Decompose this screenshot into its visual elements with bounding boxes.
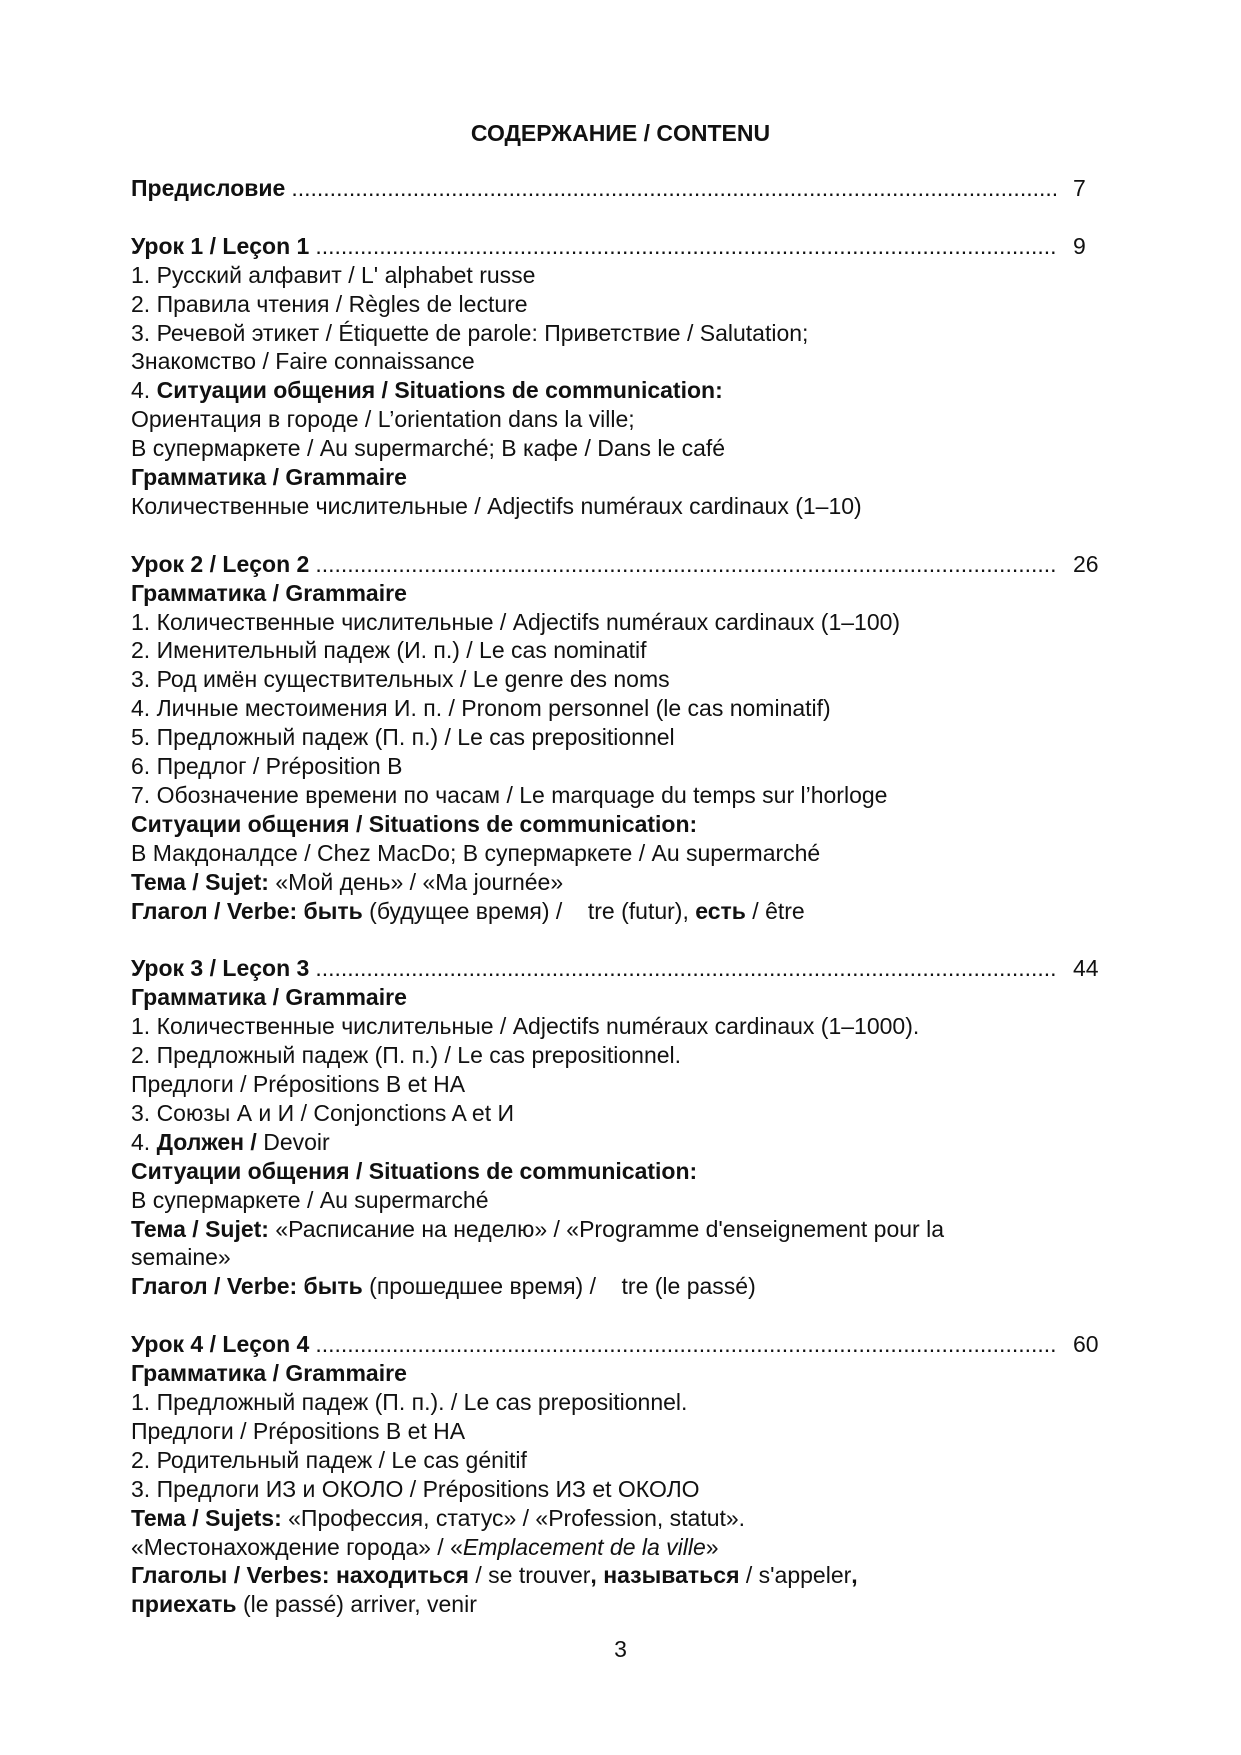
- toc-entry-lesson-4: [131, 1330, 1099, 1359]
- toc-section-heading: Ситуации общения / Situations de communication:: [131, 1157, 698, 1184]
- toc-entry-label: Урок 4 / Leçon 4: [131, 1331, 310, 1358]
- page-title: СОДЕРЖАНИЕ / CONTENU: [470, 120, 771, 146]
- toc-line: 4. Ситуации общения / Situations de communication:: [131, 377, 723, 404]
- dot-leader: [315, 954, 1056, 983]
- toc-line: Тема / Sujet: «Мой день» / «Ma journée»: [131, 868, 564, 895]
- toc-page-number: 44: [1073, 955, 1099, 982]
- toc-entry-preface: [131, 174, 1086, 203]
- toc-entry-label: Предисловие: [131, 175, 286, 201]
- toc-section-heading: Грамматика / Grammaire: [131, 579, 407, 606]
- toc-entry-label: Урок 2 / Leçon 2: [131, 550, 310, 577]
- toc-line: Предлоги / Prépositions В et НА: [131, 1071, 466, 1098]
- toc-line: 7. Обозначение времени по часам / Le marquage du temps sur l’horloge: [131, 782, 888, 808]
- toc-line: В супермаркете / Au supermarché; В кафе / Dans le café: [131, 435, 726, 462]
- toc-line: Количественные числительные / Adjectifs numéraux cardinaux (1–10): [131, 492, 862, 519]
- toc-entry-lesson-2: [131, 550, 1099, 579]
- page-number: 3: [614, 1636, 627, 1662]
- toc-line: Знакомство / Faire connaissance: [131, 348, 475, 375]
- toc-line: 2. Правила чтения / Règles de lecture: [131, 290, 528, 317]
- toc-line: 5. Предложный падеж (П. п.) / Le cas prepositionnel: [131, 724, 675, 751]
- toc-section-heading: Ситуации общения / Situations de communication:: [131, 810, 698, 837]
- toc-entry-label: Урок 3 / Leçon 3: [131, 955, 310, 982]
- toc-line: 3. Род имён существительных / Le genre des noms: [131, 666, 670, 693]
- toc-line: 4. Должен / Devoir: [131, 1128, 330, 1155]
- toc-line: 3. Предлоги ИЗ и ОКОЛО / Prépositions ИЗ et ОКОЛО: [131, 1475, 700, 1502]
- toc-line: В супермаркете / Au supermarché: [131, 1186, 489, 1213]
- toc-line: «Местонахождение города» / «Emplacement de la ville»: [131, 1533, 719, 1560]
- toc-section-heading: Грамматика / Grammaire: [131, 984, 407, 1011]
- toc-line: semaine»: [131, 1244, 231, 1271]
- toc-line: Глагол / Verbe: быть (прошедшее время) / tre (le passé): [131, 1273, 756, 1300]
- toc-page-number: 26: [1073, 550, 1099, 577]
- toc-line: 4. Личные местоимения И. п. / Pronom personnel (le cas nominatif): [131, 695, 831, 722]
- toc-line: 3. Речевой этикет / Étiquette de parole: Приветствие / Salutation;: [131, 319, 809, 346]
- toc-line: В Макдоналдсе / Chez MacDo; В супермаркете / Au supermarché: [131, 839, 821, 866]
- toc-line: Тема / Sujet: «Расписание на неделю» / «Programme d'enseignement pour la: [131, 1215, 945, 1242]
- toc-section-heading: Грамматика / Grammaire: [131, 1360, 407, 1387]
- toc-line: Глагол / Verbe: быть (будущее время) / tre (futur), есть / être: [131, 897, 805, 924]
- toc-page-number: 9: [1073, 232, 1086, 259]
- toc-entry-label: Урок 1 / Leçon 1: [131, 232, 310, 259]
- toc-line: 2. Именительный падеж (И. п.) / Le cas nominatif: [131, 637, 647, 664]
- toc-entry-lesson-3: [131, 954, 1099, 983]
- table-of-contents: [131, 174, 1111, 1619]
- toc-section-heading: Грамматика / Grammaire: [131, 464, 407, 491]
- toc-line: Тема / Sujets: «Профессия, статус» / «Profession, statut».: [131, 1504, 746, 1531]
- toc-line: Ориентация в городе / L’orientation dans la ville;: [131, 406, 635, 433]
- toc-line: 1. Русский алфавит / L' alphabet russe: [131, 261, 536, 288]
- toc-line: 3. Союзы А и И / Conjonctions A et И: [131, 1099, 515, 1126]
- dot-leader: [315, 1330, 1056, 1359]
- toc-page-number: 7: [1073, 175, 1086, 201]
- dot-leader: [291, 174, 1056, 203]
- toc-line: приехать (le passé) arriver, venir: [131, 1591, 477, 1618]
- toc-line: 6. Предлог / Préposition В: [131, 753, 403, 780]
- toc-page-number: 60: [1073, 1331, 1099, 1358]
- toc-line: 1. Предложный падеж (П. п.). / Le cas prepositionnel.: [131, 1389, 688, 1415]
- toc-line: 2. Предложный падеж (П. п.) / Le cas prepositionnel.: [131, 1042, 682, 1069]
- dot-leader: [315, 232, 1056, 261]
- toc-entry-lesson-1: [131, 232, 1086, 261]
- dot-leader: [315, 550, 1056, 579]
- toc-line: Предлоги / Prépositions В et НА: [131, 1417, 466, 1444]
- toc-line: 1. Количественные числительные / Adjectifs numéraux cardinaux (1–100): [131, 608, 901, 635]
- toc-line: Глаголы / Verbes: находиться / se trouver, называться / s'appeler,: [131, 1562, 858, 1589]
- toc-line: 2. Родительный падеж / Le cas génitif: [131, 1446, 527, 1473]
- toc-line: 1. Количественные числительные / Adjectifs numéraux cardinaux (1–1000).: [131, 1013, 920, 1040]
